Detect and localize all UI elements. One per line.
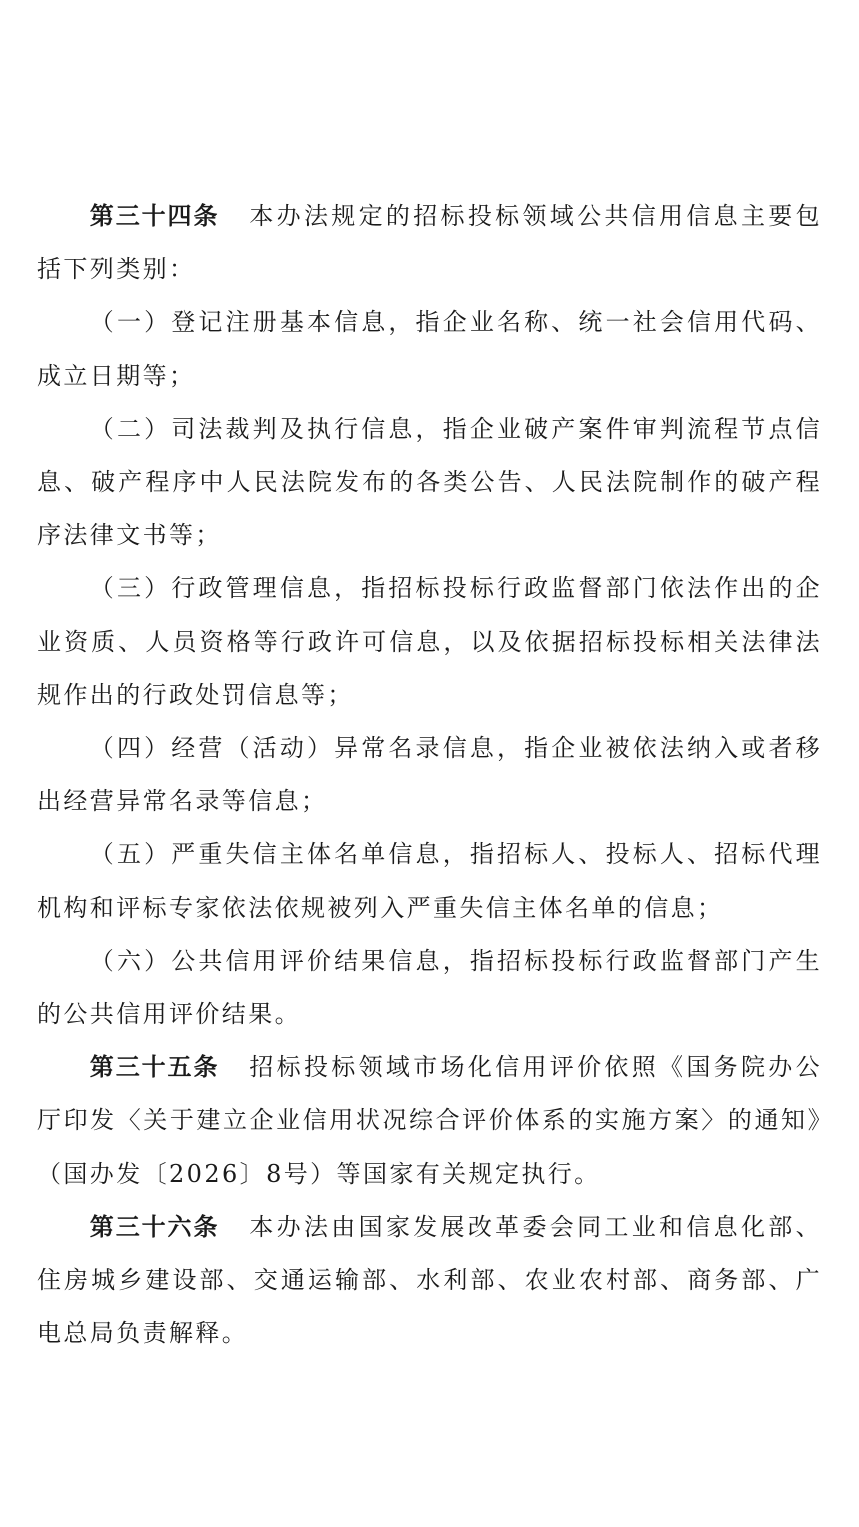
article-34-item-3: （三）行政管理信息，指招标投标行政监督部门依法作出的企业资质、人员资格等行政许可信息，以及依据招标投标相关法律法规作出的行政处罚信息等； <box>37 574 822 709</box>
article-36-number: 第三十六条 <box>89 1212 220 1241</box>
article-35 <box>37 1041 822 1201</box>
article-36 <box>37 1201 822 1361</box>
article-35-text: 招标投标领域市场化信用评价依照《国务院办公厅印发〈关于建立企业信用状况综合评价体系的实施方案〉的通知》（国办发〔2026〕8号）等国家有关规定执行。 <box>37 1053 822 1188</box>
article-34-item-2: （二）司法裁判及执行信息，指企业破产案件审判流程节点信息、破产程序中人民法院发布的各类公告、人民法院制作的破产程序法律文书等； <box>37 414 822 550</box>
document-page <box>37 190 822 1360</box>
article-34-item-1: （一）登记注册基本信息，指企业名称、统一社会信用代码、成立日期等； <box>37 308 822 390</box>
article-34-item-6: （六）公共信用评价结果信息，指招标投标行政监督部门产生的公共信用评价结果。 <box>37 946 822 1029</box>
article-34 <box>37 190 822 296</box>
article-36-text: 本办法由国家发展改革委会同工业和信息化部、住房城乡建设部、交通运输部、水利部、农业农村部、商务部、广电总局负责解释。 <box>37 1212 822 1348</box>
article-35-number: 第三十五条 <box>89 1053 220 1082</box>
article-34-number: 第三十四条 <box>89 202 220 230</box>
article-34-item-4: （四）经营（活动）异常名录信息，指企业被依法纳入或者移出经营异常名录等信息； <box>37 734 822 816</box>
article-34-text: 本办法规定的招标投标领域公共信用信息主要包括下列类别： <box>37 202 822 284</box>
article-34-item-5: （五）严重失信主体名单信息，指招标人、投标人、招标代理机构和评标专家依法依规被列入严重失信主体名单的信息； <box>37 840 822 922</box>
